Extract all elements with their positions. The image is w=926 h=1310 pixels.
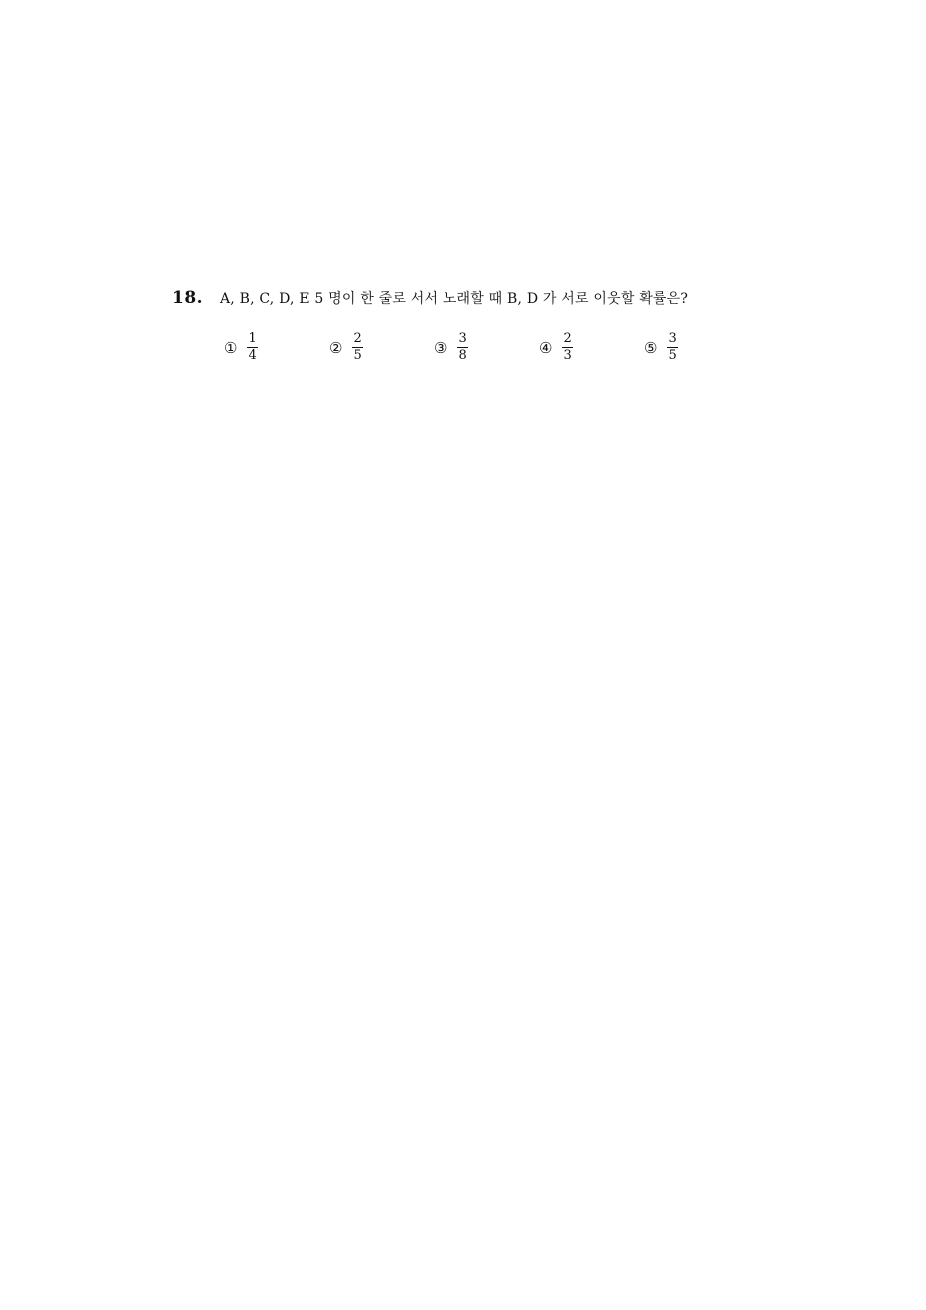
fraction [561,332,573,363]
fraction [666,332,678,363]
choice-4[interactable] [539,332,644,363]
choice-marker: ② [329,338,343,357]
fraction-denominator: 8 [458,348,467,363]
fraction [456,332,468,363]
question-text: A, B, C, D, E 5 명이 한 줄로 서서 노래할 때 B, D 가 서로 이웃할 확률은? [220,291,689,307]
fraction-denominator: 3 [563,348,572,363]
choice-marker: ③ [434,338,448,357]
choice-5[interactable] [644,332,749,363]
choice-1[interactable] [224,332,329,363]
fraction-denominator: 5 [668,348,677,363]
fraction [351,332,363,363]
choice-marker: ④ [539,338,553,357]
fraction-numerator: 1 [248,331,257,346]
fraction [246,332,258,363]
choice-marker: ① [224,338,238,357]
fraction-numerator: 3 [668,331,677,346]
fraction-denominator: 4 [248,348,257,363]
choice-3[interactable] [434,332,539,363]
question-number: 18. [172,288,204,308]
fraction-numerator: 2 [353,331,362,346]
fraction-numerator: 3 [458,331,467,346]
fraction-denominator: 5 [353,348,362,363]
question-block [172,288,792,363]
choice-2[interactable] [329,332,434,363]
question-line [172,288,792,308]
answer-choices [224,332,749,363]
fraction-numerator: 2 [563,331,572,346]
choice-marker: ⑤ [644,338,658,357]
